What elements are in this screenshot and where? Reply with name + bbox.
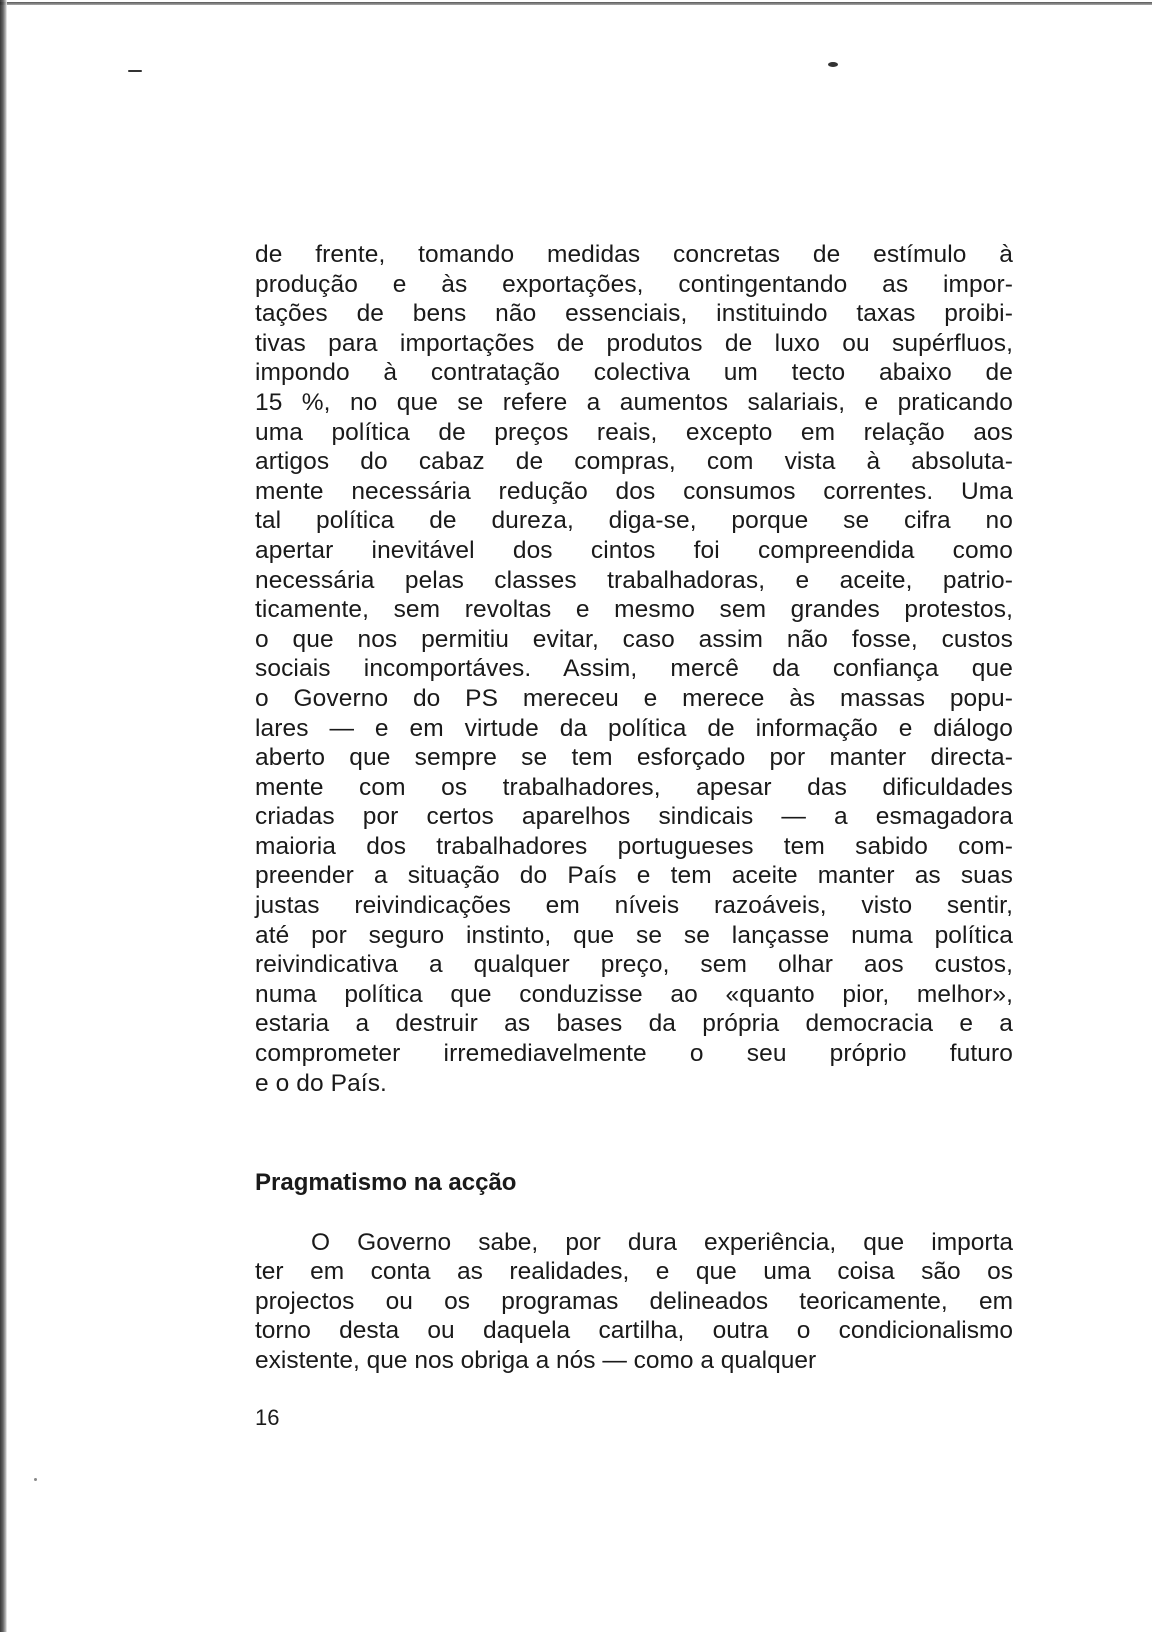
- text-line: tações de bens não essenciais, instituindo taxas proibi-: [255, 300, 1013, 328]
- text-line: artigos do cabaz de compras, com vista à absoluta-: [255, 448, 1013, 476]
- text-line: tal política de dureza, diga-se, porque se cifra no: [255, 507, 1013, 535]
- text-line: o que nos permitiu evitar, caso assim não fosse, custos: [255, 625, 1013, 653]
- body-text: [255, 240, 1013, 1098]
- text-line: o Governo do PS mereceu e merece às massas popu-: [255, 684, 1013, 712]
- text-line: torno desta ou daquela cartilha, outra o condicionalismo: [255, 1317, 1013, 1345]
- text-line: ticamente, sem revoltas e mesmo sem grandes protestos,: [255, 596, 1013, 624]
- text-line: maioria dos trabalhadores portugueses tem sabido com-: [255, 832, 1013, 860]
- text-line: 15 %, no que se refere a aumentos salariais, e praticando: [255, 388, 1013, 416]
- text-line: necessária pelas classes trabalhadoras, e aceite, patrio-: [255, 566, 1013, 594]
- text-line: numa política que conduzisse ao «quanto pior, melhor»,: [255, 980, 1013, 1008]
- text-line: aberto que sempre se tem esforçado por manter directa-: [255, 744, 1013, 772]
- scan-edge-left: [0, 0, 7, 1632]
- text-line: O Governo sabe, por dura experiência, que importa: [311, 1229, 1013, 1256]
- text-line: até por seguro instinto, que se se lançasse numa política: [255, 921, 1013, 949]
- text-line: reivindicativa a qualquer preço, sem olhar aos custos,: [255, 951, 1013, 979]
- scan-edge-top: [0, 2, 1152, 5]
- text-line: ter em conta as realidades, e que uma coisa são os: [255, 1258, 1013, 1286]
- text-line: e o do País.: [255, 1069, 387, 1097]
- scan-speck: [34, 1478, 37, 1481]
- text-line: sociais incomportáves. Assim, mercê da confiança que: [255, 655, 1013, 683]
- text-line: mente necessária redução dos consumos correntes. Uma: [255, 477, 1013, 505]
- text-line: de frente, tomando medidas concretas de estímulo à: [255, 241, 1013, 268]
- text-line: lares — e em virtude da política de informação e diálogo: [255, 714, 1013, 742]
- text-line: criadas por certos aparelhos sindicais — a esmagadora: [255, 803, 1013, 831]
- paragraph-2: [255, 1228, 1013, 1375]
- text-line: comprometer irremediavelmente o seu próprio futuro: [255, 1040, 1013, 1068]
- text-line: tivas para importações de produtos de luxo ou supérfluos,: [255, 329, 1013, 357]
- text-line: existente, que nos obriga a nós — como a qualquer: [255, 1346, 817, 1374]
- text-line: estaria a destruir as bases da própria democracia e a: [255, 1010, 1013, 1038]
- text-line: justas reivindicações em níveis razoáveis, visto sentir,: [255, 892, 1013, 920]
- text-line: mente com os trabalhadores, apesar das dificuldades: [255, 773, 1013, 801]
- scan-speck: [828, 62, 838, 67]
- text-line: uma política de preços reais, excepto em relação aos: [255, 418, 1013, 446]
- paragraph-1: [255, 240, 1013, 1098]
- section-heading: Pragmatismo na acção: [255, 1169, 517, 1196]
- text-line: impondo à contratação colectiva um tecto abaixo de: [255, 359, 1013, 387]
- text-line: projectos ou os programas delineados teoricamente, em: [255, 1287, 1013, 1315]
- text-line: apertar inevitável dos cintos foi compreendida como: [255, 536, 1013, 564]
- scan-speck: [128, 70, 142, 72]
- page-number: 16: [255, 1405, 280, 1430]
- text-line: produção e às exportações, contingentando as impor-: [255, 270, 1013, 298]
- text-line: preender a situação do País e tem aceite manter as suas: [255, 862, 1013, 890]
